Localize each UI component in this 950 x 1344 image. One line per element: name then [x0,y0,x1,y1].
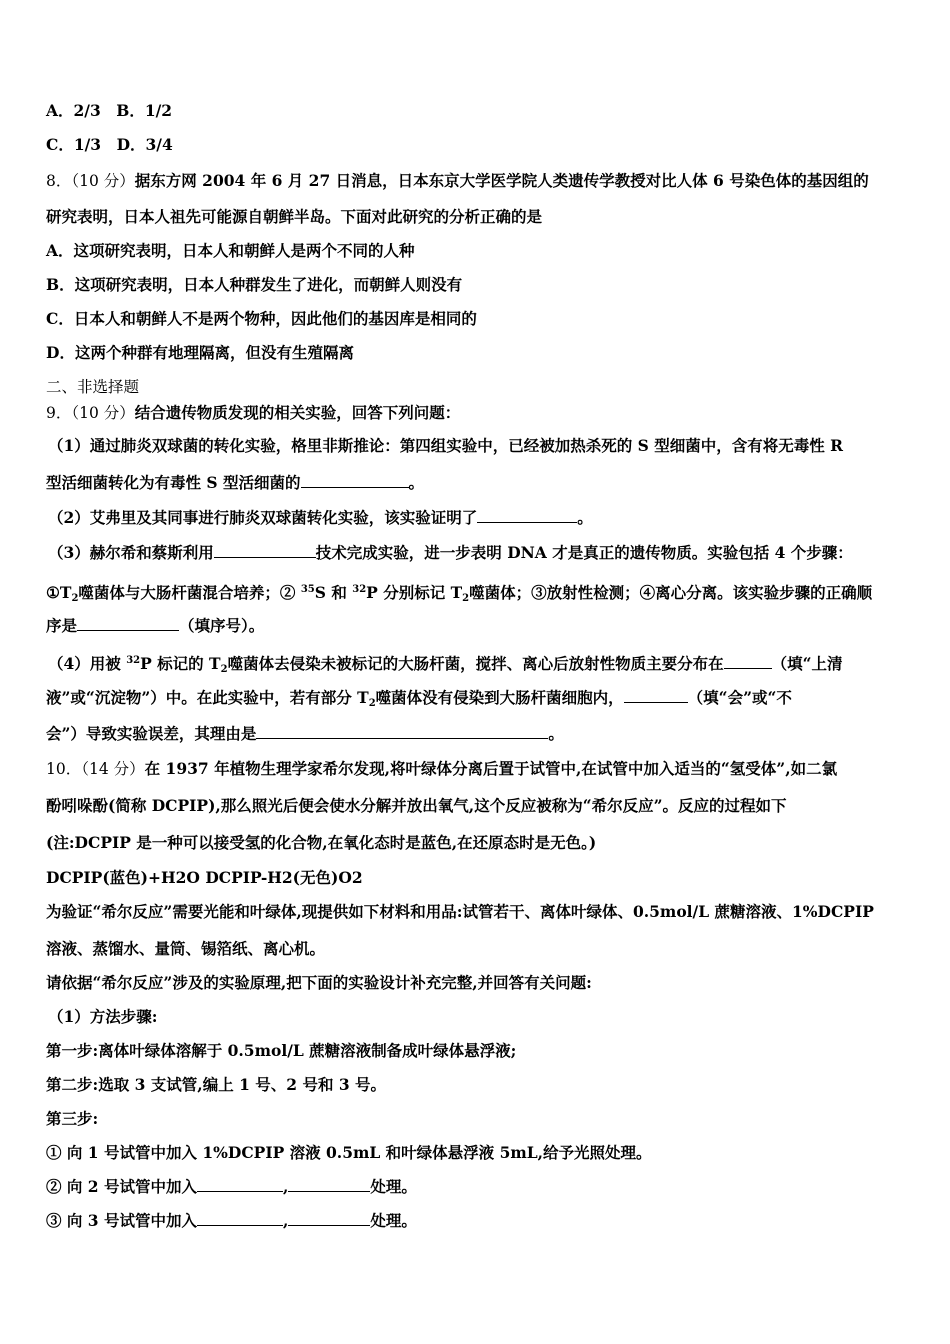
superscript: 32 [352,584,367,595]
q7-options-row1: A．2/3 B．1/2 [46,101,173,120]
text-run: 噬菌体与大肠杆菌混合培养；② [78,583,301,602]
text-run: （填“会”或“不 [687,688,792,707]
superscript: 35 [300,584,315,595]
q9-part4-line2 [46,687,792,715]
q10-score: （14 分） [81,760,145,778]
text-run: 会”）导致实验误差，其理由是 [46,724,257,743]
q10-step1: 第一步:离体叶绿体溶解于 0.5mol/L 蔗糖溶液制备成叶绿体悬浮液; [46,1041,517,1060]
q8-score: （10 分） [71,172,135,190]
q9-part3-line3 [46,615,264,637]
text-run: , [282,1211,289,1230]
q9-part2-text: （2）艾弗里及其同事进行肺炎双球菌转化实验，该实验证明了 [48,508,478,527]
q9-score: （10 分） [71,404,135,422]
text-run: 液”或“沉淀物”）中。在此实验中，若有部分 T [46,688,369,707]
subscript: 2 [71,593,79,604]
q10-number: 10． [46,760,82,778]
superscript: 32 [126,655,141,666]
subscript: 2 [220,664,228,675]
answer-blank[interactable] [197,1176,283,1192]
q10-stem-line2: 酚吲哚酚(简称 DCPIP),那么照光后便会使水分解并放出氧气,这个反应被称为“希尔反应”。反应的过程如下 [46,796,787,815]
text-run: 处理。 [370,1177,417,1196]
q9-number: 9． [46,404,72,422]
q10-substep3 [46,1210,417,1232]
text-run: ③ 向 3 号试管中加入 [46,1211,197,1230]
text-run: S 和 [314,583,353,602]
text-run: ①T [46,583,72,602]
q10-step2: 第二步:选取 3 支试管,编上 1 号、2 号和 3 号。 [46,1075,387,1094]
text-run: 噬菌体；③放射性检测；④离心分离。该实验步骤的正确顺 [469,583,873,602]
section2-title: 二、非选择题 [46,378,140,396]
q9-part1-line1: （1）通过肺炎双球菌的转化实验，格里非斯推论：第四组实验中，已经被加热杀死的 S 型细菌中，含有将无毒性 R [48,436,844,455]
q8-option-c: C．日本人和朝鲜人不是两个物种，因此他们的基因库是相同的 [46,309,477,328]
q9-part2 [48,507,593,529]
q10-equation: DCPIP(蓝色)+H2O DCPIP-H2(无色)O2 [46,868,363,887]
text-run: P 分别标记 T [366,583,463,602]
text-run: 噬菌体没有侵染到大肠杆菌细胞内， [375,688,624,707]
q8-stem-text1: 据东方网 2004 年 6 月 27 日消息，日本东京大学医学院人类遗传学教授对比人体 6 号染色体的基因组的 [134,171,869,190]
q10-method-title: （1）方法步骤: [48,1007,158,1026]
q10-stem-text1: 在 1937 年植物生理学家希尔发现,将叶绿体分离后置于试管中,在试管中加入适当的“氢受体”,如二氯 [144,759,838,778]
q8-stem-line1 [46,170,869,192]
text-run: 序是 [46,616,78,635]
q10-materials-line1: 为验证“希尔反应”需要光能和叶绿体,现提供如下材料和用品:试管若干、离体叶绿体、0.5mol/L 蔗糖溶液、1%DCPIP [46,902,874,921]
q10-note: (注:DCPIP 是一种可以接受氢的化合物,在氧化态时是蓝色,在还原态时是无色。) [46,833,597,852]
q9-part3-text-b: 技术完成实验，进一步表明 DNA 才是真正的遗传物质。实验包括 4 个步骤： [315,543,853,562]
q9-part3-line1 [48,542,853,564]
q7-options-row2: C．1/3 D．3/4 [46,135,173,154]
text-run: 。 [548,724,564,743]
answer-blank[interactable] [288,1210,370,1226]
text-run: ② 向 2 号试管中加入 [46,1177,197,1196]
answer-blank[interactable] [214,542,316,558]
q8-option-a: A．这项研究表明，日本人和朝鲜人是两个不同的人种 [46,241,415,260]
text-run: （4）用被 [48,654,127,673]
q9-part4-line1 [48,650,843,681]
q10-substep2 [46,1176,417,1198]
answer-blank[interactable] [77,615,179,631]
q9-part3-text-a: （3）赫尔希和蔡斯利用 [48,543,214,562]
q10-instruction: 请依据“希尔反应”涉及的实验原理,把下面的实验设计补充完整,并回答有关问题: [46,973,592,992]
text-run: （填“上清 [771,654,843,673]
q9-stem-text: 结合遗传物质发现的相关实验，回答下列问题： [134,403,461,422]
q8-stem-line2: 研究表明，日本人祖先可能源自朝鲜半岛。下面对此研究的分析正确的是 [46,207,543,226]
text-run: 处理。 [370,1211,417,1230]
q8-option-b: B．这项研究表明，日本人种群发生了进化，而朝鲜人则没有 [46,275,463,294]
text-run: 噬菌体去侵染未被标记的大肠杆菌，搅拌、离心后放射性物质主要分布在 [227,654,724,673]
q10-stem-line1 [46,758,837,780]
q9-part1-text: 型活细菌转化为有毒性 S 型活细菌的 [46,473,301,492]
q9-part2-end: 。 [577,508,593,527]
answer-blank[interactable] [197,1210,283,1226]
text-run: , [282,1177,289,1196]
answer-blank[interactable] [301,472,409,488]
q10-materials-line2: 溶液、蒸馏水、量筒、锡箔纸、离心机。 [46,939,326,958]
text-run: P 标记的 T [140,654,221,673]
q9-part4-line3 [46,723,564,745]
text-run: （填序号）。 [179,616,265,635]
subscript: 2 [368,698,376,709]
q9-part1-line2 [46,472,424,494]
answer-blank[interactable] [256,723,548,739]
q10-step3-title: 第三步: [46,1109,99,1128]
q8-option-d: D．这两个种群有地理隔离，但没有生殖隔离 [46,343,354,362]
answer-blank[interactable] [288,1176,370,1192]
q10-substep1: ① 向 1 号试管中加入 1%DCPIP 溶液 0.5mL 和叶绿体悬浮液 5mL,给予光照处理。 [46,1143,652,1162]
answer-blank[interactable] [624,687,688,703]
q9-stem [46,402,460,424]
q9-part3-line2 [46,579,872,610]
q8-number: 8． [46,172,72,190]
subscript: 2 [462,593,470,604]
answer-blank[interactable] [477,507,577,523]
answer-blank[interactable] [724,653,772,669]
q9-part1-end: 。 [408,473,425,492]
